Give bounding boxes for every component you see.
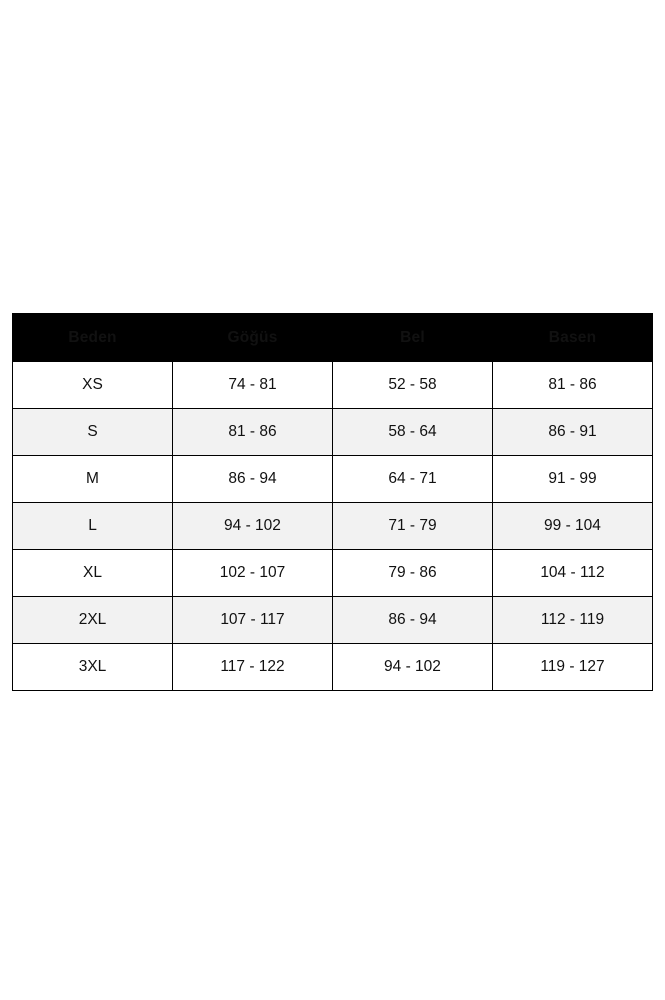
- cell-chest: 74 - 81: [173, 362, 333, 409]
- cell-hip: 99 - 104: [493, 503, 653, 550]
- table-row: [13, 456, 653, 503]
- cell-size: 3XL: [13, 644, 173, 691]
- cell-chest: 81 - 86: [173, 409, 333, 456]
- cell-waist: 79 - 86: [333, 550, 493, 597]
- column-header-gogus: Göğüs: [173, 314, 333, 362]
- cell-chest: 86 - 94: [173, 456, 333, 503]
- column-header-beden: Beden: [13, 314, 173, 362]
- cell-waist: 58 - 64: [333, 409, 493, 456]
- cell-hip: 112 - 119: [493, 597, 653, 644]
- cell-hip: 81 - 86: [493, 362, 653, 409]
- cell-size: XL: [13, 550, 173, 597]
- table-row: [13, 503, 653, 550]
- cell-size: S: [13, 409, 173, 456]
- cell-waist: 64 - 71: [333, 456, 493, 503]
- cell-chest: 117 - 122: [173, 644, 333, 691]
- column-header-basen: Basen: [493, 314, 653, 362]
- table-header: [13, 314, 653, 362]
- cell-waist: 86 - 94: [333, 597, 493, 644]
- cell-size: XS: [13, 362, 173, 409]
- table-row: [13, 550, 653, 597]
- size-table: [12, 313, 653, 691]
- cell-waist: 94 - 102: [333, 644, 493, 691]
- table-row: [13, 597, 653, 644]
- cell-hip: 86 - 91: [493, 409, 653, 456]
- size-table-container: [12, 313, 652, 691]
- cell-waist: 52 - 58: [333, 362, 493, 409]
- table-row: [13, 409, 653, 456]
- table-row: [13, 362, 653, 409]
- table-row: [13, 644, 653, 691]
- cell-chest: 107 - 117: [173, 597, 333, 644]
- cell-waist: 71 - 79: [333, 503, 493, 550]
- cell-hip: 91 - 99: [493, 456, 653, 503]
- table-body: [13, 362, 653, 691]
- cell-hip: 119 - 127: [493, 644, 653, 691]
- column-header-bel: Bel: [333, 314, 493, 362]
- cell-size: 2XL: [13, 597, 173, 644]
- cell-size: L: [13, 503, 173, 550]
- header-row: [13, 314, 653, 362]
- cell-size: M: [13, 456, 173, 503]
- cell-chest: 102 - 107: [173, 550, 333, 597]
- cell-hip: 104 - 112: [493, 550, 653, 597]
- cell-chest: 94 - 102: [173, 503, 333, 550]
